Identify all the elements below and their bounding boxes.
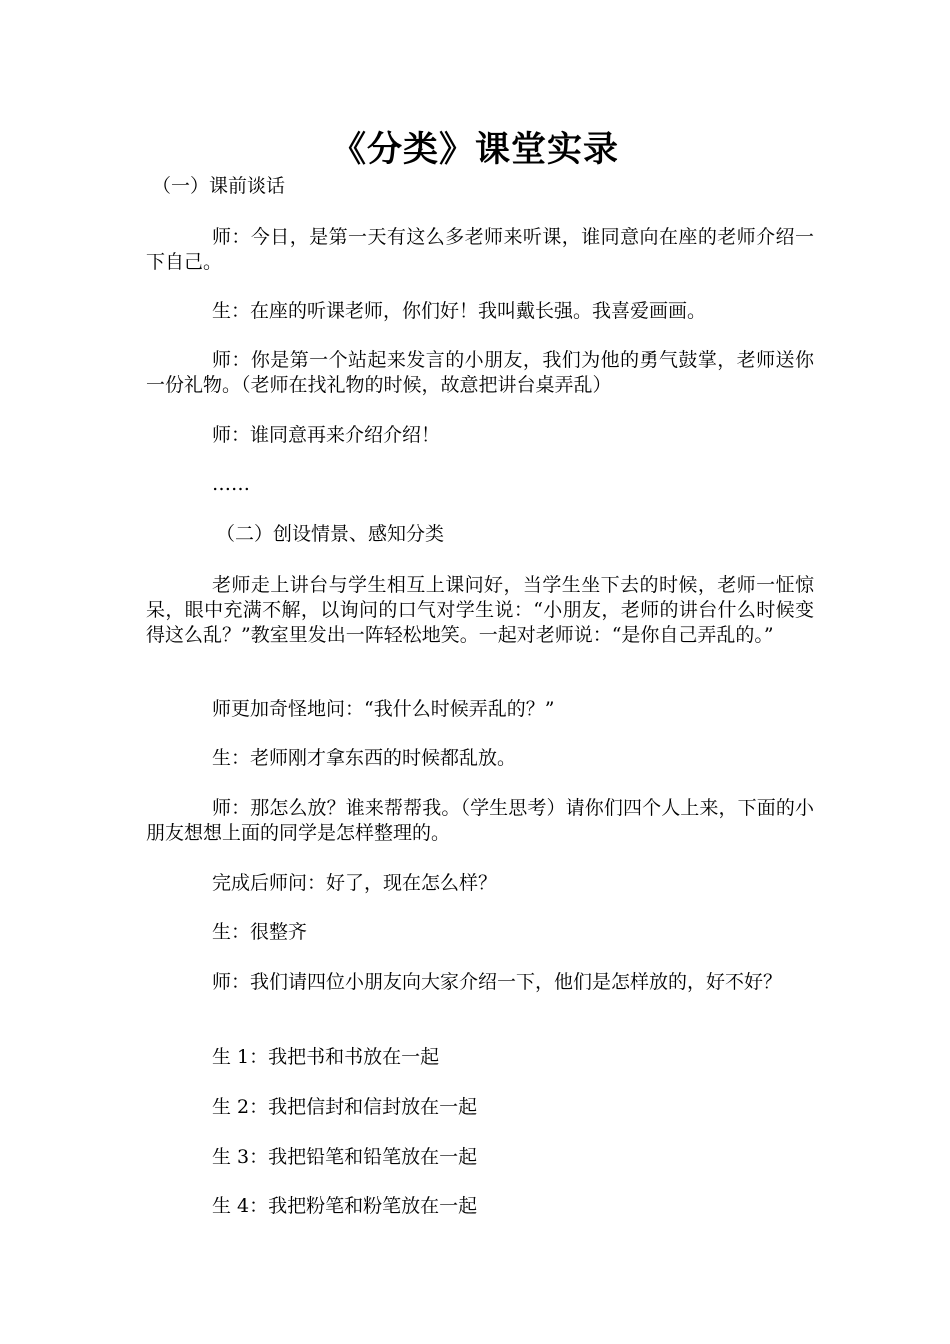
paragraph: 师：我们请四位小朋友向大家介绍一下，他们是怎样放的，好不好？ bbox=[212, 971, 783, 993]
paragraph: 生：在座的听课老师，你们好！我叫戴长强。我喜爱画画。 bbox=[212, 300, 707, 322]
section-heading-1: （一）课前谈话 bbox=[152, 175, 286, 197]
paragraph: 师：谁同意再来介绍介绍！ bbox=[212, 424, 441, 446]
paragraph: 生：老师刚才拿东西的时候都乱放。 bbox=[212, 747, 517, 769]
paragraph: 师：你是第一个站起来发言的小朋友，我们为他的勇气鼓掌，老师送你一份礼物。（老师在找礼物的时候，故意把讲台桌弄乱） bbox=[146, 349, 814, 396]
paragraph: 生 4：我把粉笔和粉笔放在一起 bbox=[212, 1195, 478, 1217]
paragraph: 师：那怎么放？谁来帮帮我。（学生思考）请你们四个人上来，下面的小朋友想想上面的同学是怎样整理的。 bbox=[146, 797, 814, 844]
document-title: 《分类》课堂实录 bbox=[330, 129, 619, 170]
paragraph: 生 2：我把信封和信封放在一起 bbox=[212, 1096, 478, 1118]
paragraph: 完成后师问：好了，现在怎么样？ bbox=[212, 872, 498, 894]
paragraph: 生：很整齐 bbox=[212, 921, 308, 943]
ellipsis-line: …… bbox=[212, 473, 250, 495]
paragraph: 生 1：我把书和书放在一起 bbox=[212, 1046, 440, 1068]
paragraph: 师更加奇怪地问：“我什么时候弄乱的？” bbox=[212, 698, 555, 720]
section-heading-2: （二）创设情景、感知分类 bbox=[216, 523, 445, 545]
paragraph: 生 3：我把铅笔和铅笔放在一起 bbox=[212, 1146, 478, 1168]
paragraph: 老师走上讲台与学生相互上课问好，当学生坐下去的时候，老师一怔惊呆，眼中充满不解，以询问的口气对学生说：“小朋友，老师的讲台什么时候变得这么乱？”教室里发出一阵轻松地笑。一起对老师说：“是你自己弄乱的。” bbox=[146, 574, 814, 646]
paragraph: 师：今日，是第一天有这么多老师来听课，谁同意向在座的老师介绍一下自己。 bbox=[146, 226, 814, 273]
